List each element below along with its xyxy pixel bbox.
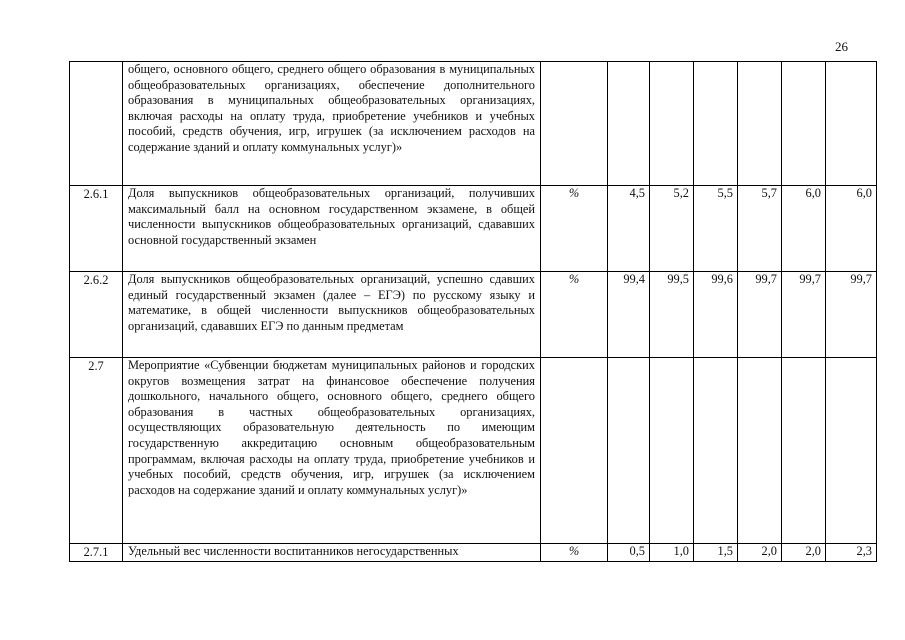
- table-row: [70, 186, 877, 272]
- row-value: [782, 62, 826, 186]
- row-value: [826, 358, 877, 544]
- row-value: 4,5: [608, 186, 650, 272]
- row-value: 1,0: [650, 544, 694, 562]
- row-value: 99,6: [694, 272, 738, 358]
- row-value: [738, 62, 782, 186]
- row-value: [650, 62, 694, 186]
- row-value: 99,4: [608, 272, 650, 358]
- row-value: [608, 358, 650, 544]
- row-unit: [541, 62, 608, 186]
- row-number: 2.6.2: [70, 272, 123, 358]
- row-number: [70, 62, 123, 186]
- row-value: 99,7: [826, 272, 877, 358]
- row-value: 5,7: [738, 186, 782, 272]
- row-number: 2.7: [70, 358, 123, 544]
- page-number: 26: [835, 39, 848, 54]
- row-unit: [541, 358, 608, 544]
- table-row: [70, 62, 877, 186]
- row-value: [694, 358, 738, 544]
- table-row: [70, 544, 877, 562]
- row-value: 0,5: [608, 544, 650, 562]
- row-value: 1,5: [694, 544, 738, 562]
- row-description: Мероприятие «Субвенции бюджетам муниципальных районов и городских округов возмещения затрат на финансовое обеспечение получения дошкольного, начального общего, основного общего, среднего общего образования в частных общеобразовательных организациях, осуществляющих образовательную деятельность по имеющим государственную аккредитацию основным общеобразовательным программам, включая расходы на оплату труда, приобретение учебников и учебных пособий, средств обучения, игр, игрушек (за исключением расходов на содержание зданий и оплату коммунальных услуг)»: [123, 358, 541, 544]
- indicators-table: [69, 61, 877, 562]
- row-description: Доля выпускников общеобразовательных организаций, успешно сдавших единый государственный экзамен (далее – ЕГЭ) по русскому языку и математике, в общей численности выпускников общеобразовательных организаций, сдававших ЕГЭ по данным предметам: [123, 272, 541, 358]
- row-number: 2.6.1: [70, 186, 123, 272]
- row-value: 2,0: [782, 544, 826, 562]
- row-description: общего, основного общего, среднего общего образования в муниципальных общеобразовательных организациях, обеспечение дополнительного образования в муниципальных общеобразовательных организациях, включая расходы на оплату труда, приобретение учебников и учебных пособий, средств обучения, игр, игрушек (за исключением расходов на содержание зданий и оплату коммунальных услуг)»: [123, 62, 541, 186]
- row-value: [694, 62, 738, 186]
- row-value: 99,7: [782, 272, 826, 358]
- row-value: [738, 358, 782, 544]
- row-unit: %: [541, 272, 608, 358]
- row-value: 99,5: [650, 272, 694, 358]
- row-number: 2.7.1: [70, 544, 123, 562]
- row-description: Удельный вес численности воспитанников негосударственных: [123, 544, 541, 562]
- row-value: [650, 358, 694, 544]
- row-value: 5,2: [650, 186, 694, 272]
- row-description: Доля выпускников общеобразовательных организаций, получивших максимальный балл на основном государственном экзамене, в общей численности выпускников общеобразовательных организаций, сдававших основной государственный экзамен: [123, 186, 541, 272]
- row-value: 6,0: [826, 186, 877, 272]
- row-value: [826, 62, 877, 186]
- row-unit: %: [541, 186, 608, 272]
- row-value: 2,3: [826, 544, 877, 562]
- row-value: 2,0: [738, 544, 782, 562]
- row-value: 6,0: [782, 186, 826, 272]
- row-value: 99,7: [738, 272, 782, 358]
- table-row: [70, 358, 877, 544]
- row-unit: %: [541, 544, 608, 562]
- row-value: 5,5: [694, 186, 738, 272]
- row-value: [782, 358, 826, 544]
- table-row: [70, 272, 877, 358]
- row-value: [608, 62, 650, 186]
